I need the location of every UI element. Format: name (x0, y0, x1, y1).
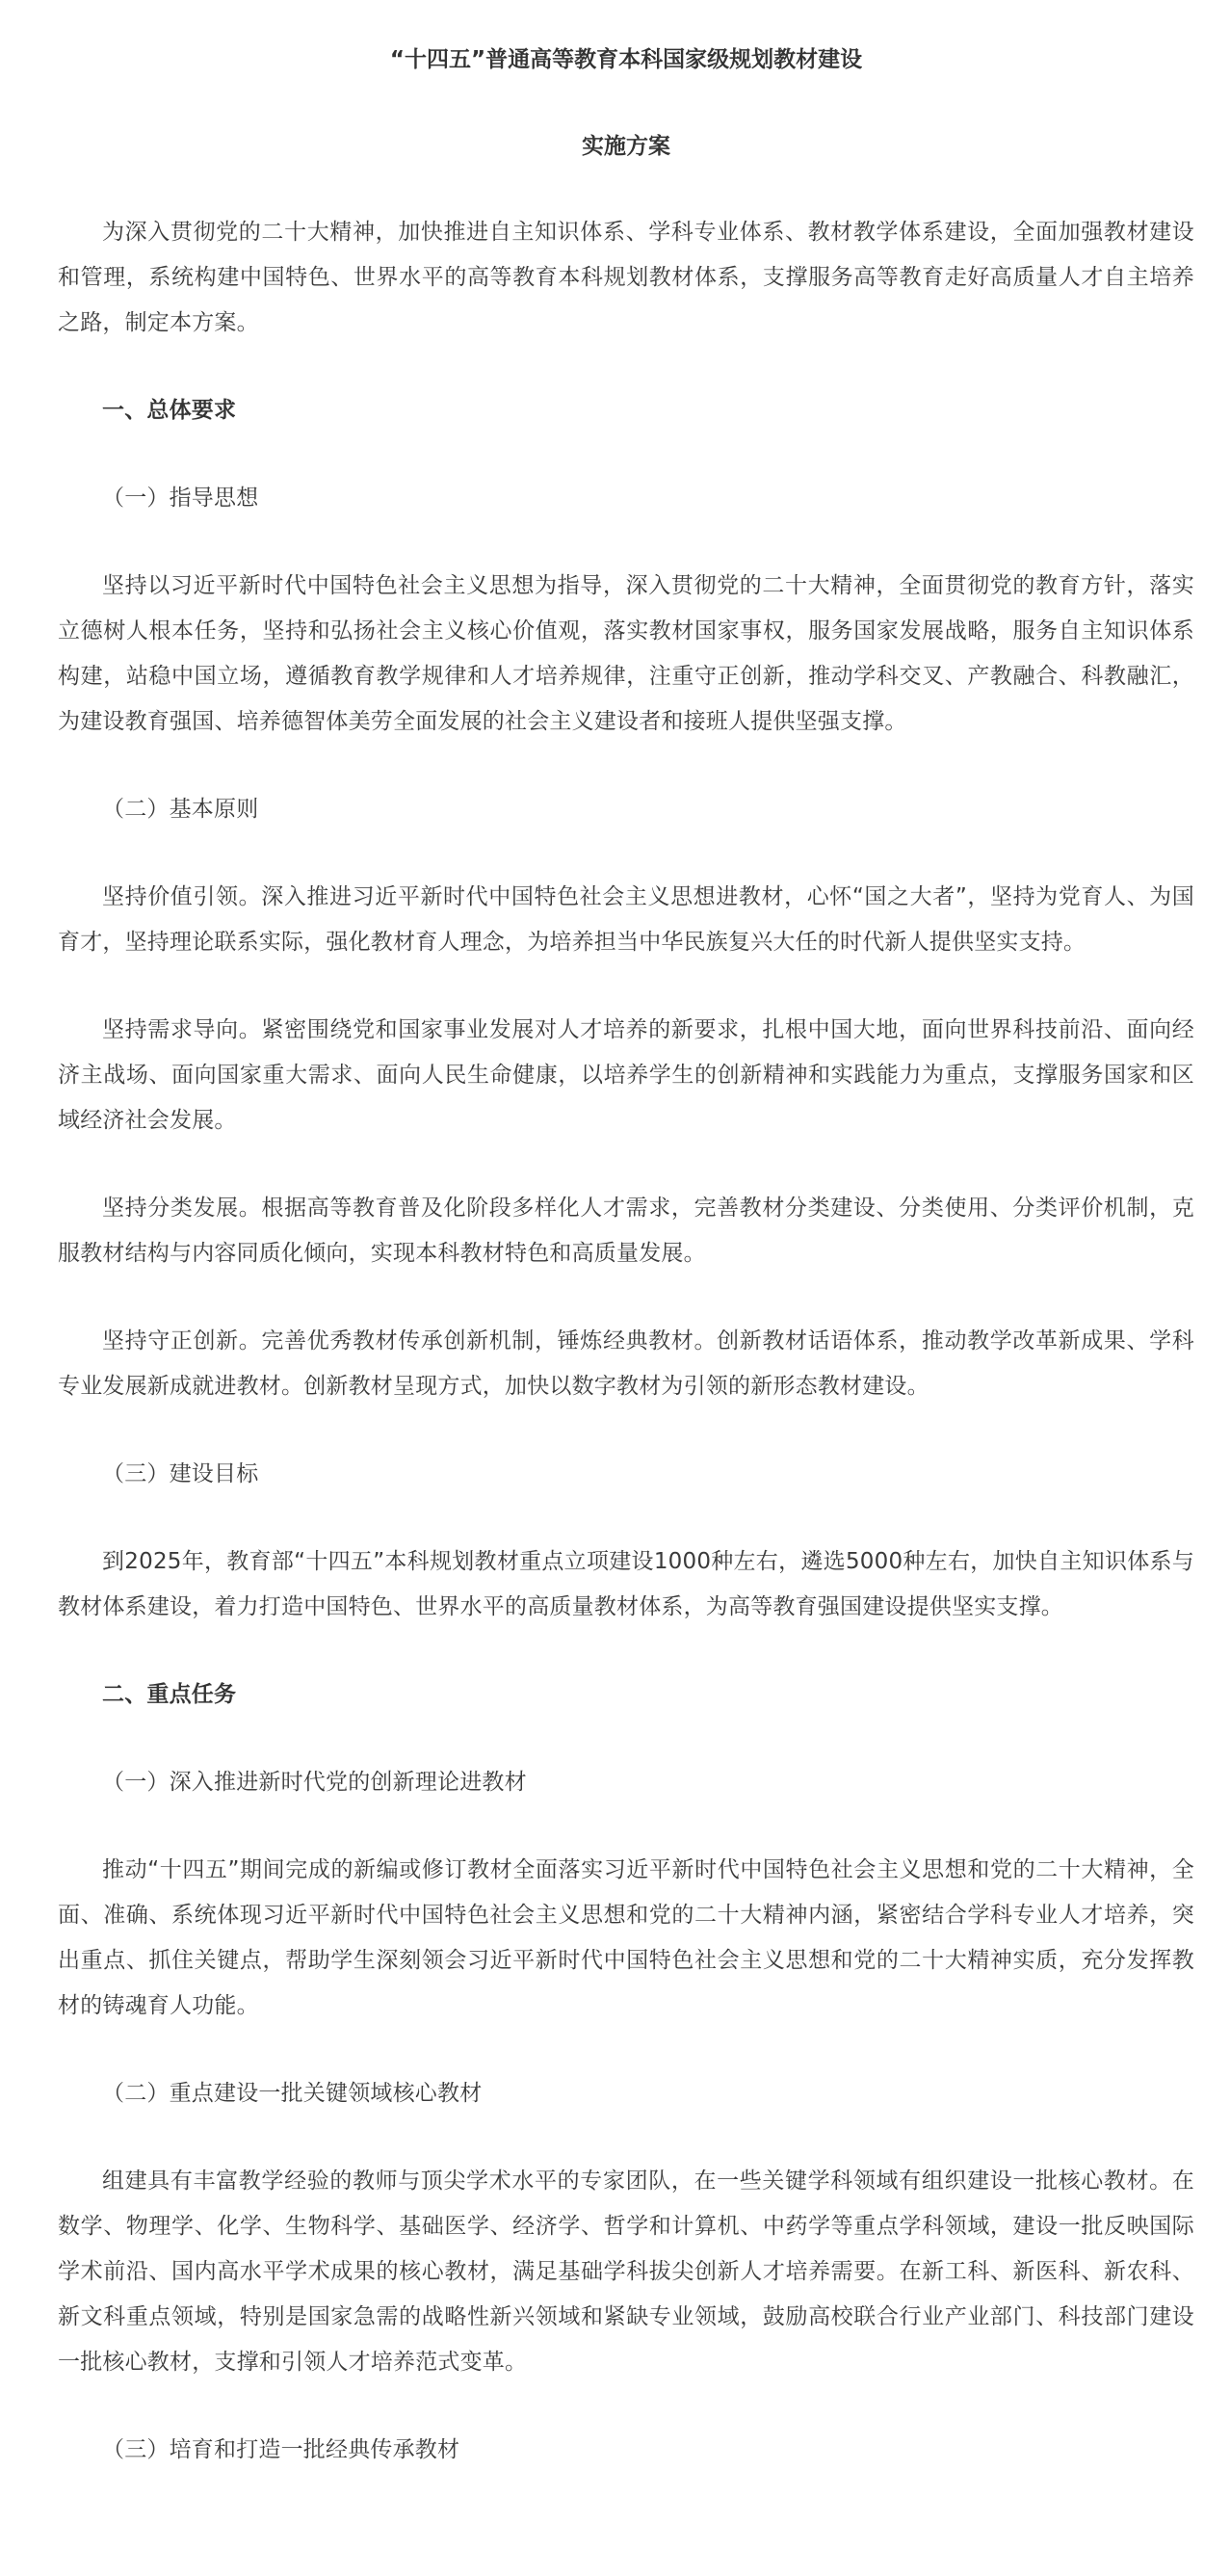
subsection-heading-innovation-theory: （一）深入推进新时代党的创新理论进教材 (102, 1770, 527, 1795)
document-subtitle: 实施方案 (582, 134, 670, 159)
section-heading-key-tasks: 二、重点任务 (102, 1682, 237, 1707)
document (58, 39, 1194, 2473)
subsection-heading-core-textbooks: （二）重点建设一批关键领域核心教材 (102, 2081, 483, 2106)
subsection-heading-construction-goals: （三）建设目标 (102, 1461, 259, 1486)
section-heading-overall-requirements: 一、总体要求 (102, 398, 237, 423)
subsection-heading-guiding-ideology: （一）指导思想 (102, 486, 259, 511)
subsection-heading-basic-principles: （二）基本原则 (102, 797, 259, 822)
subsection-heading-classic-textbooks: （三）培育和打造一批经典传承教材 (102, 2437, 460, 2462)
principle-classified-development: 坚持分类发展。根据高等教育普及化阶段多样化人才需求，完善教材分类建设、分类使用、分类评价机制，克服教材结构与内容同质化倾向，实现本科教材特色和高质量发展。 (58, 1196, 1194, 1266)
principle-innovation: 坚持守正创新。完善优秀教材传承创新机制，锤炼经典教材。创新教材话语体系，推动教学改革新成果、学科专业发展新成就进教材。创新教材呈现方式，加快以数字教材为引领的新形态教材建设。 (58, 1328, 1194, 1399)
intro-paragraph: 为深入贯彻党的二十大精神，加快推进自主知识体系、学科专业体系、教材教学体系建设，全面加强教材建设和管理，系统构建中国特色、世界水平的高等教育本科规划教材体系，支撑服务高等教育走好高质量人才自主培养之路，制定本方案。 (58, 220, 1194, 335)
innovation-theory-paragraph: 推动“十四五”期间完成的新编或修订教材全面落实习近平新时代中国特色社会主义思想和党的二十大精神，全面、准确、系统体现习近平新时代中国特色社会主义思想和党的二十大精神内涵，紧密结合学科专业人才培养，突出重点、抓住关键点，帮助学生深刻领会习近平新时代中国特色社会主义思想和党的二十大精神实质，充分发挥教材的铸魂育人功能。 (58, 1857, 1194, 2018)
principle-value-guidance: 坚持价值引领。深入推进习近平新时代中国特色社会主义思想进教材，心怀“国之大者”，坚持为党育人、为国育才，坚持理论联系实际，强化教材育人理念，为培养担当中华民族复兴大任的时代新人提供坚实支持。 (58, 884, 1194, 955)
principle-demand-orientation: 坚持需求导向。紧密围绕党和国家事业发展对人才培养的新要求，扎根中国大地，面向世界科技前沿、面向经济主战场、面向国家重大需求、面向人民生命健康，以培养学生的创新精神和实践能力为重点，支撑服务国家和区域经济社会发展。 (58, 1017, 1194, 1133)
guiding-ideology-paragraph: 坚持以习近平新时代中国特色社会主义思想为指导，深入贯彻党的二十大精神，全面贯彻党的教育方针，落实立德树人根本任务，坚持和弘扬社会主义核心价值观，落实教材国家事权，服务国家发展战略，服务自主知识体系构建，站稳中国立场，遵循教育教学规律和人才培养规律，注重守正创新，推动学科交叉、产教融合、科教融汇，为建设教育强国、培养德智体美劳全面发展的社会主义建设者和接班人提供坚强支撑。 (58, 573, 1194, 734)
core-textbooks-paragraph: 组建具有丰富教学经验的教师与顶尖学术水平的专家团队，在一些关键学科领域有组织建设一批核心教材。在数学、物理学、化学、生物科学、基础医学、经济学、哲学和计算机、中药学等重点学科领域，建设一批反映国际学术前沿、国内高水平学术成果的核心教材，满足基础学科拔尖创新人才培养需要。在新工科、新医科、新农科、新文科重点领域，特别是国家急需的战略性新兴领域和紧缺专业领域，鼓励高校联合行业产业部门、科技部门建设一批核心教材，支撑和引领人才培养范式变革。 (58, 2169, 1194, 2375)
document-title: “十四五”普通高等教育本科国家级规划教材建设 (389, 47, 863, 72)
construction-goals-paragraph: 到2025年，教育部“十四五”本科规划教材重点立项建设1000种左右，遴选5000种左右，加快自主知识体系与教材体系建设，着力打造中国特色、世界水平的高质量教材体系，为高等教育强国建设提供坚实支撑。 (58, 1549, 1194, 1619)
